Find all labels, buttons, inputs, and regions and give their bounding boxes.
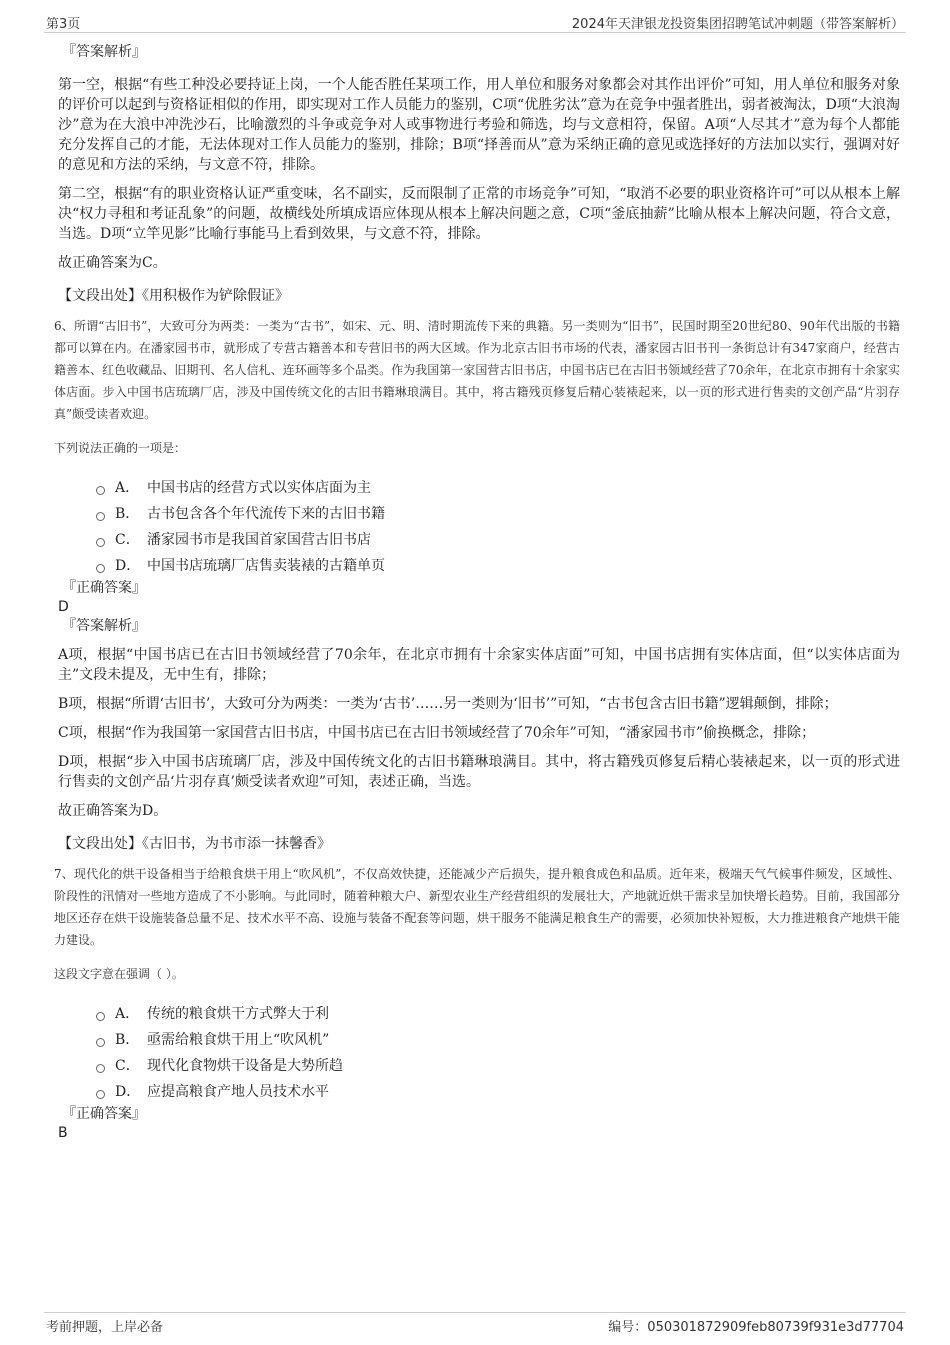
analysis-option-d: D项，根据“步入中国书店琉璃厂店，涉及中国传统文化的古旧书籍琳琅满目。其中，将古籍残页修复后精心装裱起来，以一页的形式进行售卖的文创产品‘片羽存真’颇受读者欢迎”可知，表述正确，当选。 <box>58 754 900 790</box>
option-text: 潘家园书市是我国首家国营古旧书店 <box>147 532 371 548</box>
radio-icon[interactable] <box>96 538 105 547</box>
option-d[interactable] <box>96 552 900 578</box>
question-7-prompt: 这段文字意在强调（ ）。 <box>54 967 184 981</box>
option-letter: B． <box>115 506 140 522</box>
source-citation: 【文段出处】《用积极作为铲除假证》 <box>58 288 289 304</box>
radio-icon[interactable] <box>96 1038 105 1047</box>
option-b[interactable] <box>96 500 900 526</box>
page-content <box>56 42 900 1142</box>
analysis-paragraph-2: 第二空，根据“有的职业资格认证严重变味，名不副实，反而限制了正常的市场竞争”可知，“取消不必要的职业资格许可”可以从根本上解决“权力寻租和考证乱象”的问题，故横线处所填成语应体现从根本上解决问题之意，C项“釜底抽薪”比喻从根本上解决问题，符合文意，当选。D项“立竿见影”比喻行事能马上看到效果，与文意不符，排除。 <box>58 186 900 242</box>
analysis-conclusion: 故正确答案为D。 <box>58 803 168 819</box>
question-7-text: 7、现代化的烘干设备相当于给粮食烘干用上“吹风机”，不仅高效快捷，还能减少产后损失，提升粮食成色和品质。近年来，极端天气气候事件频发，区域性、阶段性的汛情对一些地方造成了不小影响。与此同时，随着种粮大户、新型农业生产经营组织的发展壮大，产地就近烘干需求呈加快增长趋势。目前，我国部分地区还存在烘干设施装备总量不足、技术水平不高、设施与装备不配套等问题，烘干服务不能满足粮食生产的需要，必须加快补短板，大力推进粮食产地烘干能力建设。 <box>54 867 900 947</box>
option-letter: D． <box>115 558 141 574</box>
option-letter: D． <box>115 1084 141 1100</box>
radio-icon[interactable] <box>96 486 105 495</box>
analysis-option-b: B项，根据“所谓‘古旧书’，大致可分为两类：一类为‘古书’……另一类则为‘旧书’”可知，“古书包含古旧书籍”逻辑颠倒，排除； <box>58 696 838 712</box>
option-d[interactable] <box>96 1078 900 1104</box>
radio-icon[interactable] <box>96 512 105 521</box>
option-text: 中国书店琉璃厂店售卖装裱的古籍单页 <box>147 558 385 574</box>
correct-answer-label: 『正确答案』 <box>62 1106 146 1122</box>
page-footer <box>44 1312 906 1333</box>
analysis-label: 『答案解析』 <box>62 44 146 60</box>
question-7-options <box>96 1000 900 1104</box>
option-c[interactable] <box>96 526 900 552</box>
question-6-options <box>96 474 900 578</box>
analysis-option-a: A项，根据“中国书店已在古旧书领域经营了70余年，在北京市拥有十余家实体店面”可知，中国书店拥有实体店面，但“以实体店面为主”文段未提及，无中生有，排除； <box>58 647 900 683</box>
option-letter: A． <box>115 480 140 496</box>
option-text: 亟需给粮食烘干用上“吹风机” <box>147 1032 330 1048</box>
page-number: 第3页 <box>46 17 81 32</box>
page-header <box>44 12 906 33</box>
option-a[interactable] <box>96 1000 900 1026</box>
radio-icon[interactable] <box>96 1012 105 1021</box>
option-a[interactable] <box>96 474 900 500</box>
option-letter: C． <box>115 532 140 548</box>
option-c[interactable] <box>96 1052 900 1078</box>
document-title: 2024年天津银龙投资集团招聘笔试冲刺题（带答案解析） <box>571 17 904 32</box>
option-text: 传统的粮食烘干方式弊大于利 <box>147 1006 329 1022</box>
radio-icon[interactable] <box>96 1090 105 1099</box>
analysis-paragraph-1: 第一空，根据“有些工种没必要持证上岗，一个人能否胜任某项工作，用人单位和服务对象都会对其作出评价”可知，用人单位和服务对象的评价可以起到与资格证相似的作用，即实现对工作人员能力的鉴别，C项“优胜劣汰”意为在竞争中强者胜出，弱者被淘汰，D项“大浪淘沙”意为在大浪中冲洗沙石，比喻激烈的斗争或竞争对人或事物进行考验和筛选，均与文意相符，保留。A项“人尽其才”意为每个人都能充分发挥自己的才能，无法体现对工作人员能力的鉴别，排除；B项“择善而从”意为采纳正确的意见或选择好的方法加以实行，强调对好的意见和方法的采纳，与文意不符，排除。 <box>58 77 900 173</box>
document-id: 编号：050301872909feb80739f931e3d77704 <box>608 1320 904 1335</box>
question-6-text: 6、所谓“古旧书”，大致可分为两类：一类为“古书”，如宋、元、明、清时期流传下来的典籍。另一类则为“旧书”，民国时期至20世纪80、90年代出版的书籍都可以算在内。在潘家园书市，就形成了专营古籍善本和专营旧书的两大区域。作为北京古旧书市场的代表，潘家园古旧书刊一条街总计有347家商户，经营古籍善本、红色收藏品、旧期刊、名人信札、连环画等多个品类。作为我国第一家国营古旧书店，中国书店已在古旧书领域经营了70余年，在北京市拥有十余家实体店面。步入中国书店琉璃厂店，涉及中国传统文化的古旧书籍琳琅满目。其中，将古籍残页修复后精心装裱起来，以一页的形式进行售卖的文创产品“片羽存真”颇受读者欢迎。 <box>54 319 900 421</box>
analysis-option-c: C项，根据“作为我国第一家国营古旧书店，中国书店已在古旧书领域经营了70余年”可知，“潘家园书市”偷换概念，排除； <box>58 725 816 741</box>
correct-answer: B <box>58 1125 68 1141</box>
source-citation: 【文段出处】《古旧书，为书市添一抹馨香》 <box>58 836 331 852</box>
correct-answer-label: 『正确答案』 <box>62 580 146 596</box>
option-text: 现代化食物烘干设备是大势所趋 <box>147 1058 343 1074</box>
option-letter: B． <box>115 1032 140 1048</box>
analysis-conclusion: 故正确答案为C。 <box>58 255 167 271</box>
option-text: 古书包含各个年代流传下来的古旧书籍 <box>147 506 385 522</box>
option-text: 应提高粮食产地人员技术水平 <box>147 1084 329 1100</box>
footer-slogan: 考前押题，上岸必备 <box>46 1320 164 1335</box>
option-letter: C． <box>115 1058 140 1074</box>
option-letter: A． <box>115 1006 140 1022</box>
option-b[interactable] <box>96 1026 900 1052</box>
analysis-label: 『答案解析』 <box>62 618 146 634</box>
option-text: 中国书店的经营方式以实体店面为主 <box>147 480 371 496</box>
radio-icon[interactable] <box>96 564 105 573</box>
question-6-prompt: 下列说法正确的一项是： <box>54 441 187 455</box>
correct-answer: D <box>58 599 69 615</box>
radio-icon[interactable] <box>96 1064 105 1073</box>
